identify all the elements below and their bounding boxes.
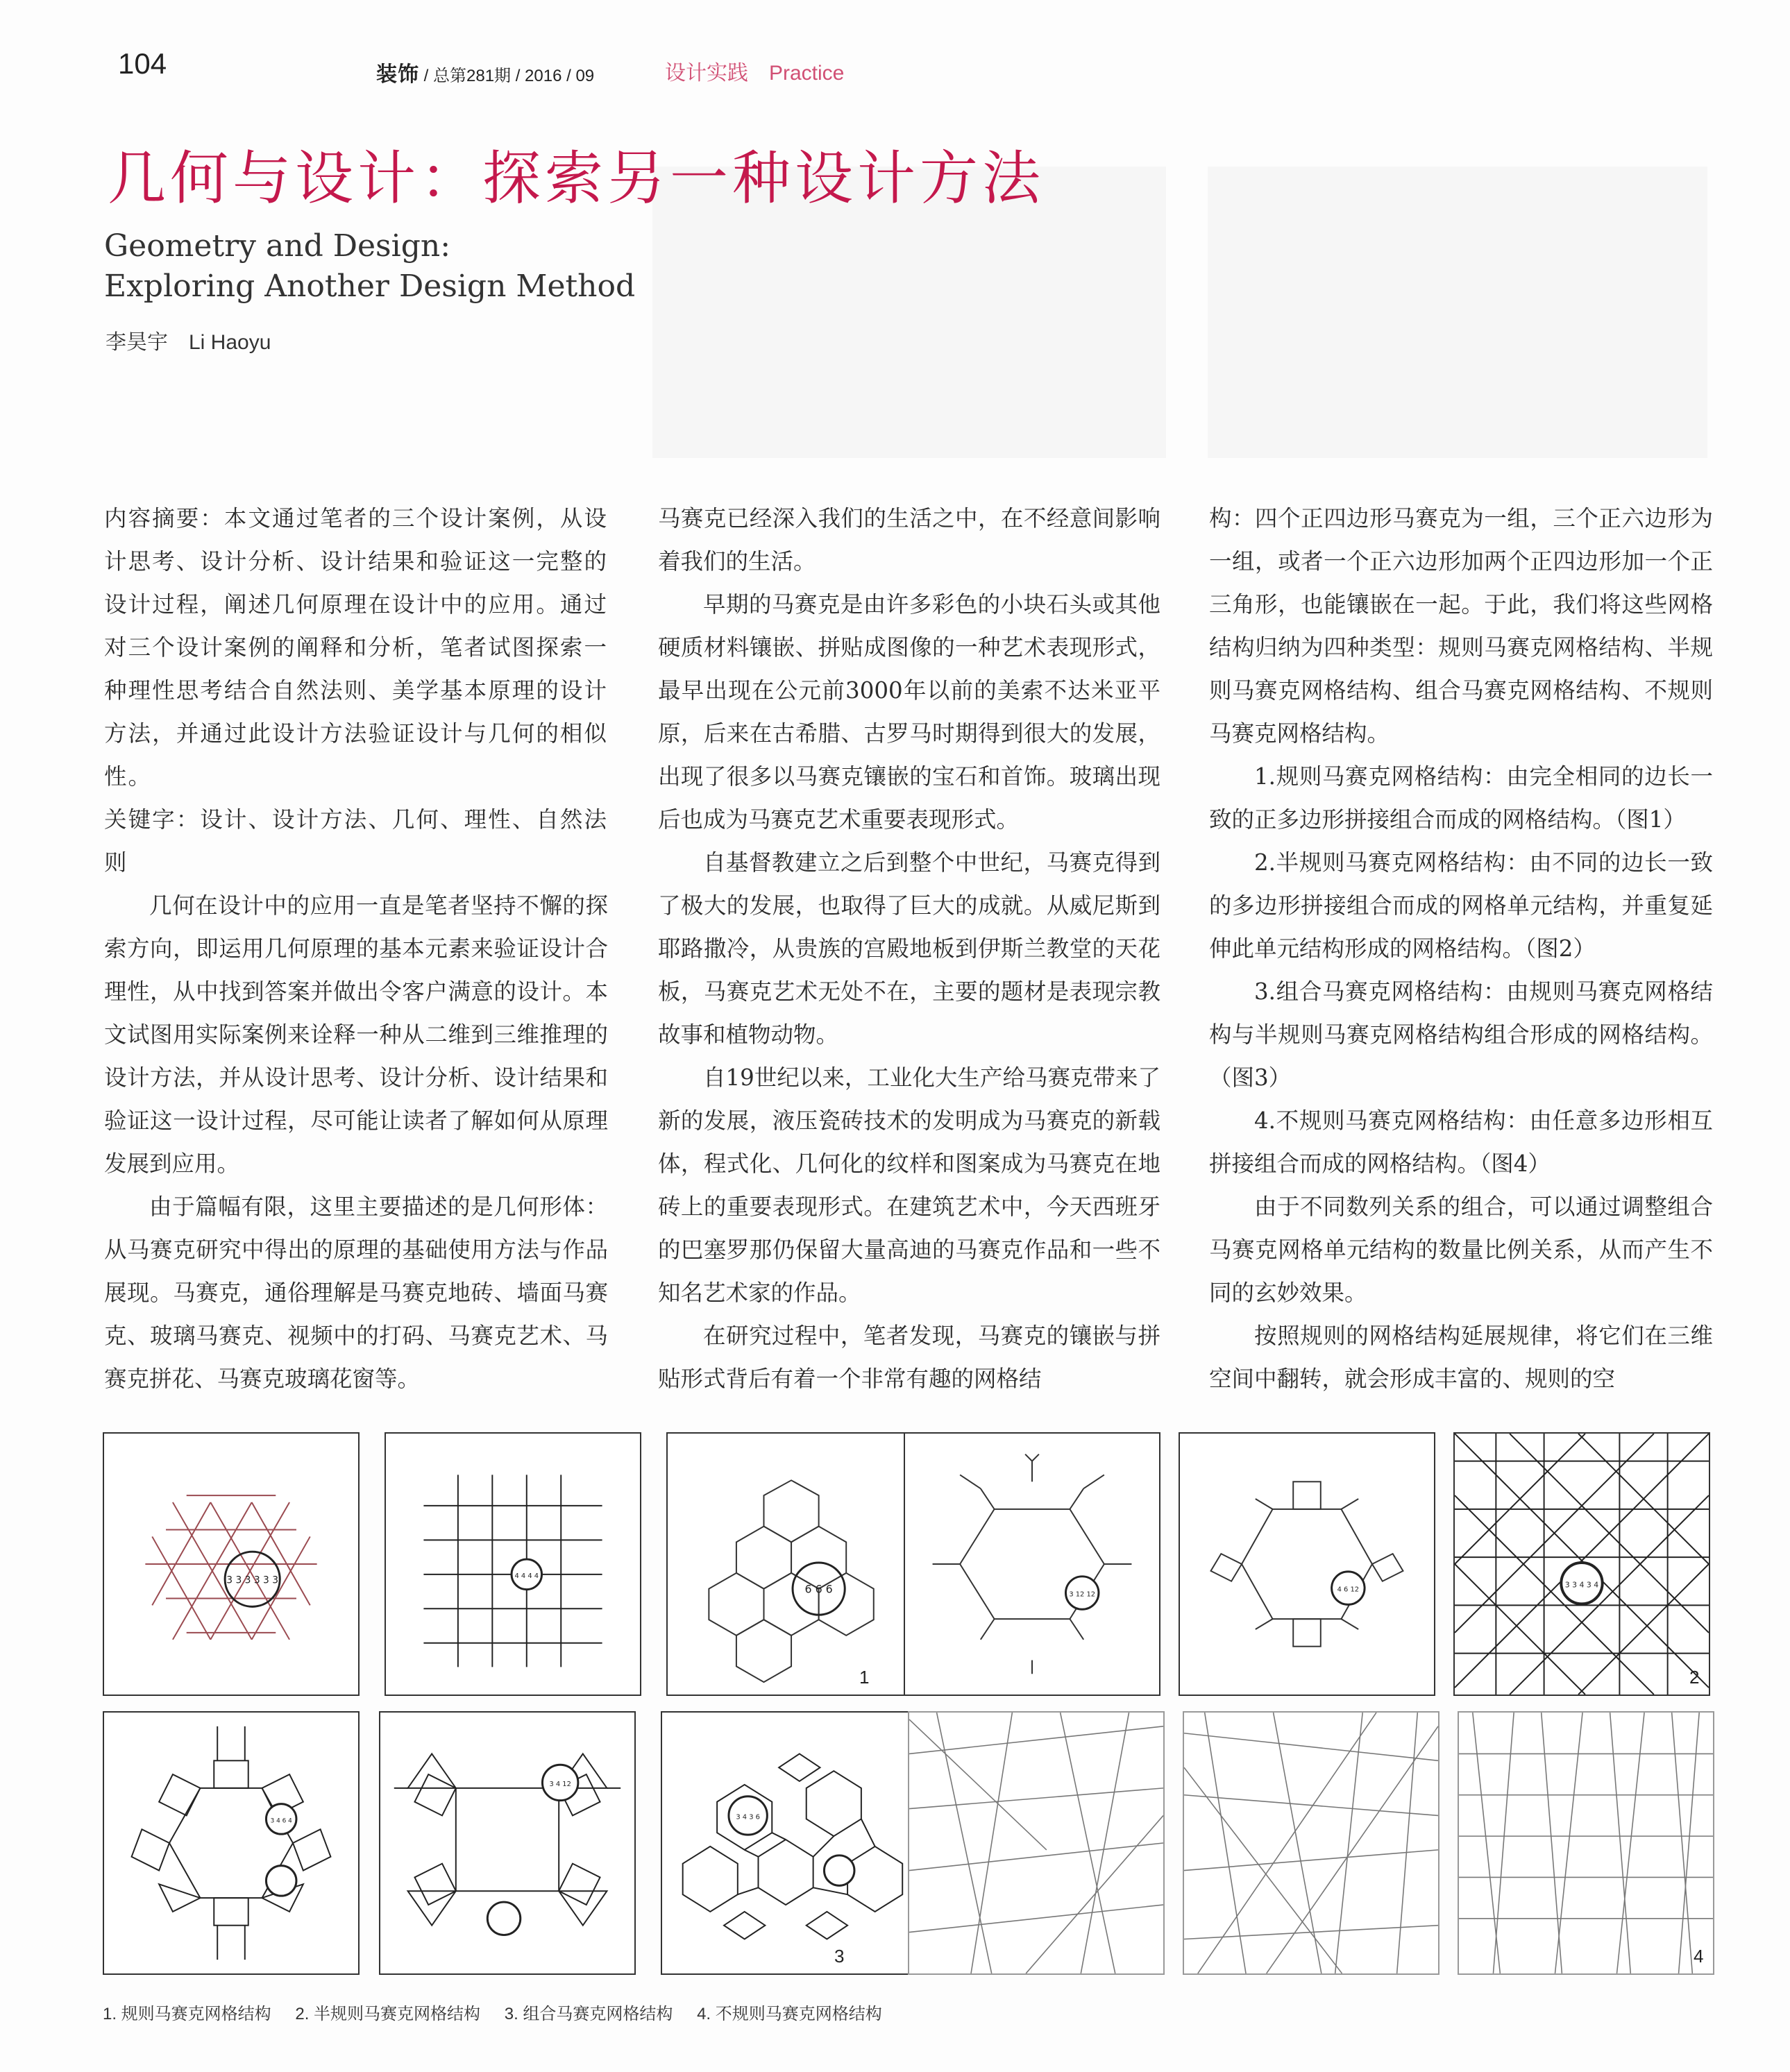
figure-number: 3: [834, 1946, 845, 1967]
vertex-label: 3 3 4 3 4: [1564, 1580, 1599, 1590]
journal-name: 装饰: [376, 63, 419, 86]
paragraph: 马赛克已经深入我们的生活之中，在不经意间影响着我们的生活。: [658, 505, 1160, 575]
vertex-label: 4 4 4 4: [514, 1572, 539, 1580]
title-en-line1: Geometry and Design:: [104, 228, 451, 264]
bleed-through-area-right: [1208, 167, 1707, 458]
paragraph: 构：四个正四边形马赛克为一组，三个正六边形为一组，或者一个正六边形加两个正四边形加一个正三角形，也能镶嵌在一起。于此，我们将这些网格结构归纳为四种类型：规则马赛克网格结构、半规则马赛克网格结构、组合马赛克网格结构、不规则马赛克网格结构。: [1209, 505, 1713, 747]
paragraph: 3.组合马赛克网格结构：由规则马赛克网格结构与半规则马赛克网格结构组合形成的网格结构。（图3）: [1209, 978, 1713, 1091]
author-line: [105, 325, 271, 355]
figure-caption: [103, 2000, 902, 2024]
section-cn: 设计实践: [665, 62, 748, 85]
figure-row-2: [103, 1711, 1712, 1975]
keywords: 关键字：设计、设计方法、几何、理性、自然法则: [104, 806, 608, 876]
snub-square-drawing: [1455, 1434, 1709, 1695]
author-cn: 李昊宇: [105, 331, 168, 354]
column-1: [104, 497, 608, 1400]
paragraph: 由于篇幅有限，这里主要描述的是几何形体：从马赛克研究中得出的原理的基础使用方法与作品展现。马赛克，通俗理解是马赛克地砖、墙面马赛克、玻璃马赛克、视频中的打码、马赛克艺术、马赛克拼花、马赛克玻璃花窗等。: [104, 1194, 608, 1392]
truncated-trihexagonal-drawing: [1180, 1434, 1434, 1695]
paragraph: 由于不同数列关系的组合，可以通过调整组合马赛克网格单元结构的数量比例关系，从而产生不同的玄妙效果。: [1209, 1194, 1713, 1306]
page-header: [118, 47, 951, 89]
author-en: Li Haoyu: [189, 331, 271, 354]
figure-snub-square: [1453, 1432, 1710, 1696]
paragraph: 自基督教建立之后到整个中世纪，马赛克得到了极大的发展，也取得了巨大的成就。从威尼斯到耶路撒冷，从贵族的宫殿地板到伊斯兰教堂的天花板，马赛克艺术无处不在，主要的题材是表现宗教故事和植物动物。: [658, 849, 1160, 1048]
figure-square-grid: [385, 1432, 641, 1696]
vertex-label: 3 4 6 4: [270, 1817, 292, 1825]
caption-3: 3. 组合马赛克网格结构: [504, 2005, 673, 2023]
column-3: [1209, 497, 1713, 1400]
figure-rhombitrihexagonal: [103, 1711, 360, 1975]
paragraph: 1.规则马赛克网格结构：由完全相同的边长一致的正多边形拼接组合而成的网格结构。（图1）: [1209, 763, 1713, 833]
figure-irregular-3: [1458, 1711, 1714, 1975]
truncated-hexagonal-drawing: [905, 1434, 1159, 1695]
vertex-label: 3 4 12: [549, 1780, 571, 1788]
vertex-label: 6 6 6: [804, 1582, 833, 1596]
figure-truncated-square: [379, 1711, 636, 1975]
figure-triangle-grid: [103, 1432, 360, 1696]
caption-4: 4. 不规则马赛克网格结构: [697, 2005, 882, 2023]
section-en: Practice: [769, 62, 845, 85]
section-label: [665, 56, 844, 86]
caption-1: 1. 规则马赛克网格结构: [103, 2005, 271, 2023]
article-title-cn: 几何与设计：探索另一种设计方法: [108, 144, 1045, 212]
paragraph: 4.不规则马赛克网格结构：由任意多边形相互拼接组合而成的网格结构。（图4）: [1209, 1107, 1713, 1177]
figure-combined-mosaic: [661, 1711, 918, 1975]
truncated-square-drawing: [380, 1713, 634, 1973]
article-title-en: [104, 226, 635, 307]
hexagon-grid-drawing: [668, 1434, 922, 1695]
irregular-grid-2-drawing: [1184, 1713, 1438, 1973]
caption-2: 2. 半规则马赛克网格结构: [295, 2005, 481, 2023]
vertex-label: 4 6 12: [1337, 1586, 1360, 1594]
journal-info: [376, 57, 594, 87]
irregular-grid-3-drawing: [1459, 1713, 1713, 1973]
figure-irregular-1: [908, 1711, 1165, 1975]
paragraph: 2.半规则马赛克网格结构：由不同的边长一致的多边形拼接组合而成的网格单元结构，并重复延伸此单元结构形成的网格结构。（图2）: [1209, 849, 1713, 962]
square-grid-drawing: [386, 1434, 640, 1695]
vertex-label: 3 3 3 3 3 3: [226, 1574, 279, 1586]
figure-number: 4: [1694, 1946, 1704, 1967]
figure-row-1: [103, 1432, 1712, 1696]
paragraph: 自19世纪以来，工业化大生产给马赛克带来了新的发展，液压瓷砖技术的发明成为马赛克的新载体，程式化、几何化的纹样和图案成为马赛克在地砖上的重要表现形式。在建筑艺术中，今天西班牙的巴塞罗那仍保留大量高迪的马赛克作品和一些不知名艺术家的作品。: [658, 1064, 1160, 1306]
paragraph: 早期的马赛克是由许多彩色的小块石头或其他硬质材料镶嵌、拼贴成图像的一种艺术表现形式，最早出现在公元前3000年以前的美索不达米亚平原，后来在古希腊、古罗马时期得到很大的发展，出现了很多以马赛克镶嵌的宝石和首饰。玻璃出现后也成为马赛克艺术重要表现形式。: [658, 591, 1160, 833]
rhombitrihexagonal-drawing: [104, 1713, 358, 1973]
vertex-label: 3 12 12: [1069, 1590, 1096, 1599]
journal-issue: / 总第281期 / 2016 / 09: [423, 67, 595, 85]
figure-irregular-2: [1183, 1711, 1439, 1975]
title-en-line2: Exploring Another Design Method: [104, 269, 636, 304]
figure-number: 2: [1689, 1667, 1700, 1688]
irregular-grid-1-drawing: [909, 1713, 1163, 1973]
paragraph: 按照规则的网格结构延展规律，将它们在三维空间中翻转，就会形成丰富的、规则的空: [1209, 1323, 1713, 1392]
abstract: 内容摘要：本文通过笔者的三个设计案例，从设计思考、设计分析、设计结果和验证这一完整的设计过程，阐述几何原理在设计中的应用。通过对三个设计案例的阐释和分析，笔者试图探索一种理性思考结合自然法则、美学基本原理的设计方法，并通过此设计方法验证设计与几何的相似性。: [104, 505, 608, 790]
figure-truncated-hexagonal: [859, 1432, 1160, 1696]
paragraph: 几何在设计中的应用一直是笔者坚持不懈的探索方向，即运用几何原理的基本元素来验证设计合理性，从中找到答案并做出令客户满意的设计。本文试图用实际案例来诠释一种从二维到三维推理的设计方法，并从设计思考、设计分析、设计结果和验证这一设计过程，尽可能让读者了解如何从原理发展到应用。: [104, 892, 608, 1177]
figure-hexagon-grid: [666, 1432, 923, 1696]
column-2: [658, 497, 1160, 1400]
figure-number: 1: [859, 1667, 870, 1688]
combined-mosaic-drawing: [662, 1713, 916, 1973]
triangle-grid-drawing: [104, 1434, 358, 1695]
vertex-label: 3 4 3 6: [736, 1813, 760, 1822]
page-number: 104: [118, 47, 167, 80]
figure-truncated-trihexagonal: [1179, 1432, 1435, 1696]
paragraph: 在研究过程中，笔者发现，马赛克的镶嵌与拼贴形式背后有着一个非常有趣的网格结: [658, 1323, 1160, 1392]
